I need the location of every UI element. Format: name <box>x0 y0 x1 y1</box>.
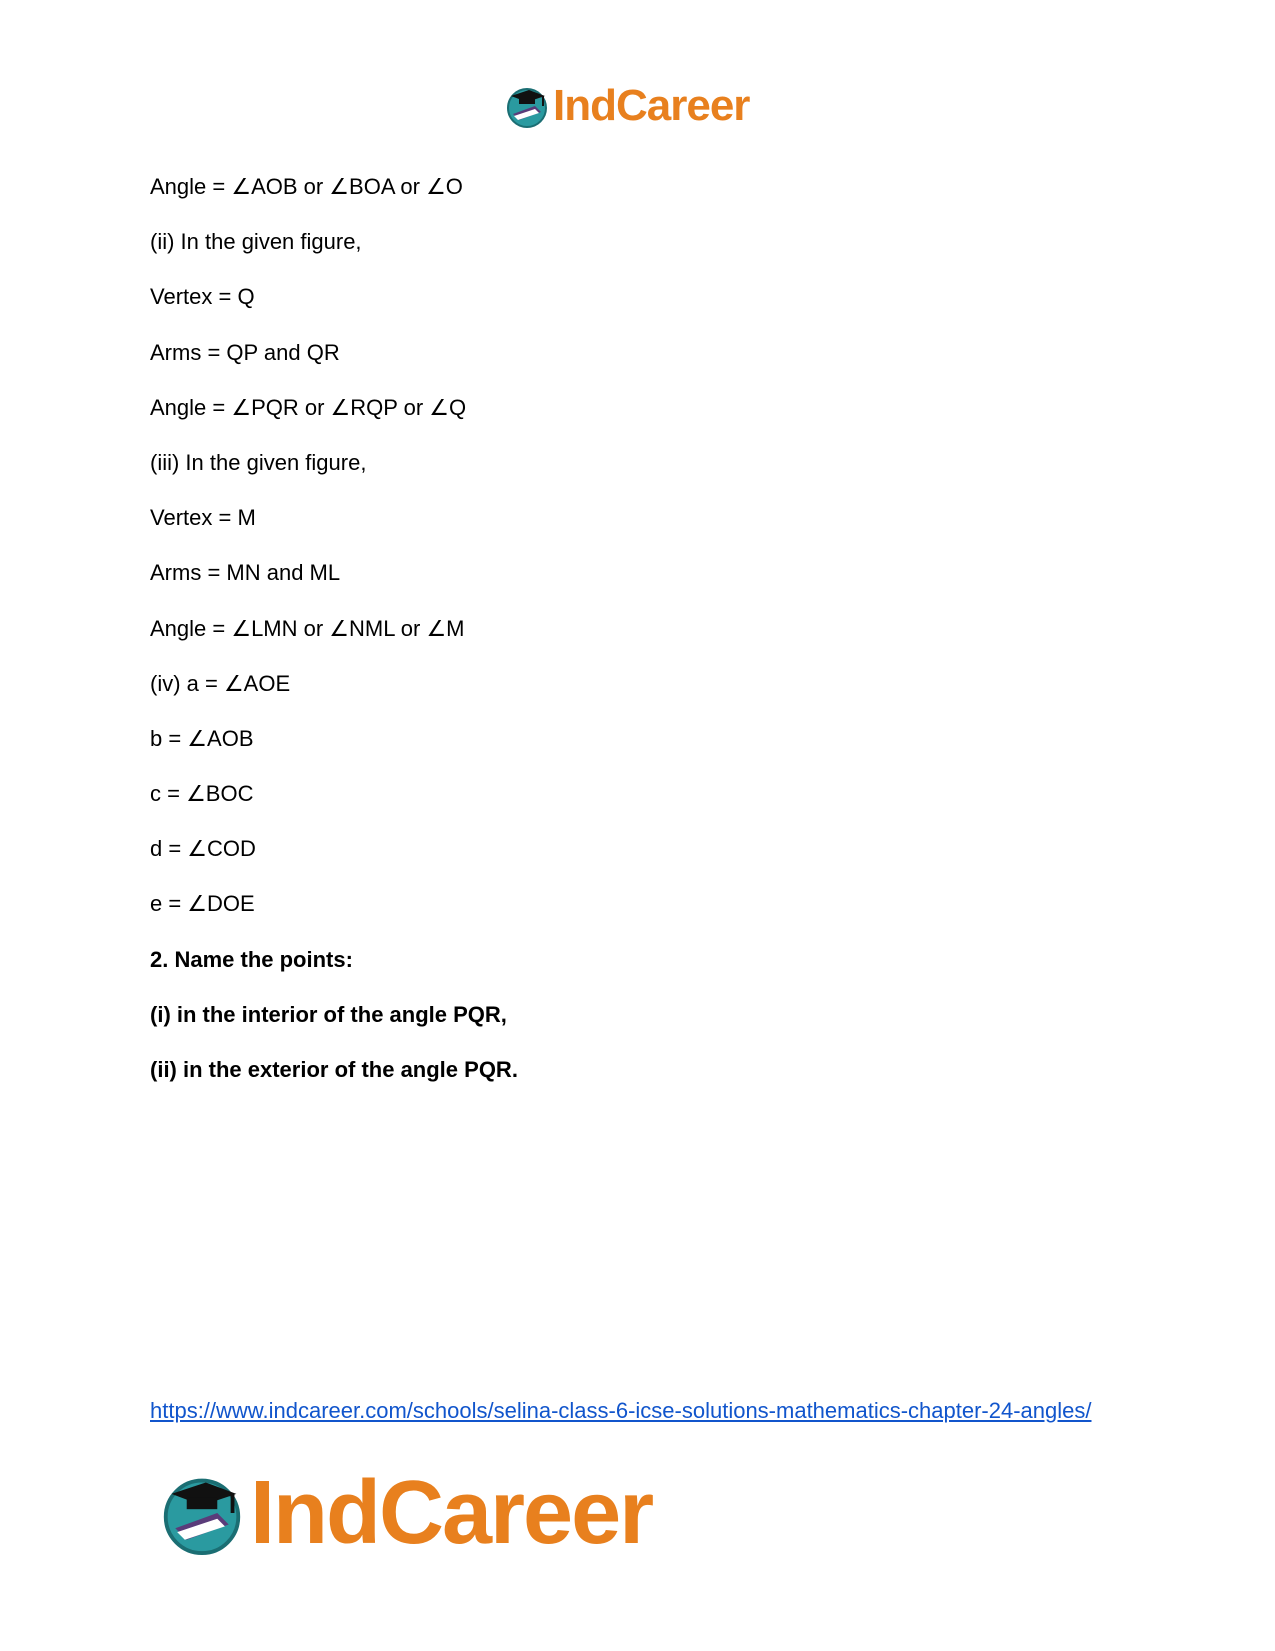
footer-logo <box>160 1463 700 1563</box>
header-logo-text: IndCareer <box>553 81 750 130</box>
answer-line: d = ∠COD <box>150 836 256 862</box>
answer-line: b = ∠AOB <box>150 725 254 751</box>
answer-line: e = ∠DOE <box>150 891 255 917</box>
graduation-cap-book-globe-icon <box>505 84 549 128</box>
answer-line: (iv) a = ∠AOE <box>150 670 291 696</box>
answer-line: Arms = MN and ML <box>150 560 341 586</box>
answer-line: (ii) In the given figure, <box>150 229 362 255</box>
answer-line: Angle = ∠LMN or ∠NML or ∠M <box>150 615 465 641</box>
answer-line: (iii) In the given figure, <box>150 449 367 475</box>
footer-logo-text: IndCareer <box>250 1463 653 1563</box>
header-logo <box>505 80 780 132</box>
answer-line: Arms = QP and QR <box>150 339 340 365</box>
answer-line: Angle = ∠AOB or ∠BOA or ∠O <box>150 174 463 199</box>
answer-line: Vertex = Q <box>150 284 255 310</box>
answer-line: c = ∠BOC <box>150 781 254 807</box>
source-link[interactable]: https://www.indcareer.com/schools/selina-class-6-icse-solutions-mathematics-chapter-24-angles/ <box>150 1398 1092 1423</box>
document-body <box>150 172 1150 1110</box>
graduation-cap-book-globe-icon <box>160 1471 244 1555</box>
answer-line: Angle = ∠PQR or ∠RQP or ∠Q <box>150 394 467 420</box>
answer-line: Vertex = M <box>150 505 256 531</box>
question-line: (ii) in the exterior of the angle PQR. <box>150 1057 518 1082</box>
question-line: (i) in the interior of the angle PQR, <box>150 1001 507 1027</box>
question-line: 2. Name the points: <box>150 946 353 972</box>
